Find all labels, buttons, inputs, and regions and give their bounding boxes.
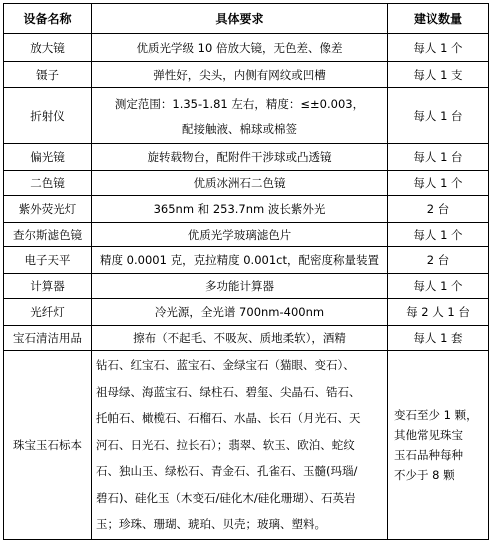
equipment-requirement: 精度 0.0001 克，克拉精度 0.001ct，配密度称量装置 bbox=[92, 247, 388, 274]
table-row bbox=[4, 196, 489, 223]
equipment-quantity: 每人 1 台 bbox=[388, 144, 489, 171]
table-row bbox=[4, 274, 489, 299]
specimen-row bbox=[4, 351, 489, 540]
equipment-name: 查尔斯滤色镜 bbox=[4, 223, 92, 247]
equipment-name: 放大镜 bbox=[4, 34, 92, 62]
specimen-quantity-line: 其他常见珠宝 bbox=[394, 428, 463, 442]
specimen-name: 珠宝玉石标本 bbox=[4, 351, 92, 540]
table-row bbox=[4, 88, 489, 144]
specimen-line: 祖母绿、海蓝宝石、绿柱石、碧玺、尖晶石、锆石、 bbox=[96, 384, 361, 399]
specimen-quantity-line: 变石至少 1 颗， bbox=[394, 408, 478, 422]
equipment-quantity: 2 台 bbox=[388, 196, 489, 223]
specimen-quantity-line: 不少于 8 颗 bbox=[394, 468, 455, 482]
equipment-requirement: 弹性好，尖头，内侧有网纹或凹槽 bbox=[92, 62, 388, 88]
specimen-list bbox=[92, 351, 388, 540]
table-row bbox=[4, 62, 489, 88]
specimen-line: 河石、日光石、拉长石）；翡翠、软玉、欧泊、蛇纹 bbox=[96, 437, 355, 452]
requirement-line: 配接触液、棉球或棉签 bbox=[182, 121, 297, 136]
header-quantity: 建议数量 bbox=[388, 4, 489, 34]
equipment-requirement: 擦布（不起毛、不吸灰、质地柔软），酒精 bbox=[92, 326, 388, 351]
equipment-name: 紫外荧光灯 bbox=[4, 196, 92, 223]
equipment-name: 二色镜 bbox=[4, 171, 92, 196]
equipment-quantity: 每人 1 个 bbox=[388, 274, 489, 299]
equipment-name: 计算器 bbox=[4, 274, 92, 299]
specimen-line: 钻石、红宝石、蓝宝石、金绿宝石（猫眼、变石）、 bbox=[96, 358, 355, 373]
equipment-quantity: 每人 1 个 bbox=[388, 223, 489, 247]
table-row bbox=[4, 34, 489, 62]
equipment-name: 光纤灯 bbox=[4, 299, 92, 326]
equipment-name: 镊子 bbox=[4, 62, 92, 88]
equipment-quantity: 每人 1 套 bbox=[388, 326, 489, 351]
equipment-table bbox=[3, 3, 489, 540]
specimen-line: 碧石)、硅化玉（木变石/硅化木/硅化珊瑚）、石英岩 bbox=[96, 490, 356, 505]
table-row bbox=[4, 223, 489, 247]
specimen-quantity-line: 玉石品种每种 bbox=[394, 448, 463, 462]
equipment-name: 折射仪 bbox=[4, 88, 92, 144]
equipment-quantity: 每人 1 支 bbox=[388, 62, 489, 88]
equipment-requirement: 旋转载物台，配附件干涉球或凸透镜 bbox=[92, 144, 388, 171]
equipment-quantity: 每人 1 台 bbox=[388, 88, 489, 144]
table-row bbox=[4, 247, 489, 274]
equipment-quantity: 2 台 bbox=[388, 247, 489, 274]
equipment-name: 宝石清洁用品 bbox=[4, 326, 92, 351]
equipment-requirement: 冷光源，全光谱 700nm-400nm bbox=[92, 299, 388, 326]
equipment-requirement: 365nm 和 253.7nm 波长紫外光 bbox=[92, 196, 388, 223]
equipment-name: 电子天平 bbox=[4, 247, 92, 274]
specimen-quantity bbox=[388, 351, 489, 540]
table-row bbox=[4, 171, 489, 196]
header-requirements: 具体要求 bbox=[92, 4, 388, 34]
equipment-requirement: 优质光学玻璃滤色片 bbox=[92, 223, 388, 247]
equipment-requirement: 优质冰洲石二色镜 bbox=[92, 171, 388, 196]
table-row bbox=[4, 144, 489, 171]
specimen-line: 托帕石、橄榄石、石榴石、水晶、长石（月光石、天 bbox=[96, 411, 361, 426]
equipment-quantity: 每 2 人 1 台 bbox=[388, 299, 489, 326]
specimen-line: 玉；珍珠、珊瑚、琥珀、贝壳；玻璃、塑料。 bbox=[96, 517, 326, 532]
equipment-requirement bbox=[92, 88, 388, 144]
table-header-row bbox=[4, 4, 489, 34]
table-row bbox=[4, 299, 489, 326]
equipment-requirements-sheet bbox=[3, 3, 488, 540]
equipment-name: 偏光镜 bbox=[4, 144, 92, 171]
requirement-line: 测定范围：1.35-1.81 左右，精度：≤±0.003， bbox=[114, 96, 365, 111]
equipment-requirement: 优质光学级 10 倍放大镜，无色差、像差 bbox=[92, 34, 388, 62]
table-row bbox=[4, 326, 489, 351]
equipment-quantity: 每人 1 个 bbox=[388, 171, 489, 196]
equipment-quantity: 每人 1 个 bbox=[388, 34, 489, 62]
specimen-line: 石、独山玉、绿松石、青金石、孔雀石、玉髓(玛瑙/ bbox=[96, 464, 358, 479]
header-equipment-name: 设备名称 bbox=[4, 4, 92, 34]
equipment-requirement: 多功能计算器 bbox=[92, 274, 388, 299]
